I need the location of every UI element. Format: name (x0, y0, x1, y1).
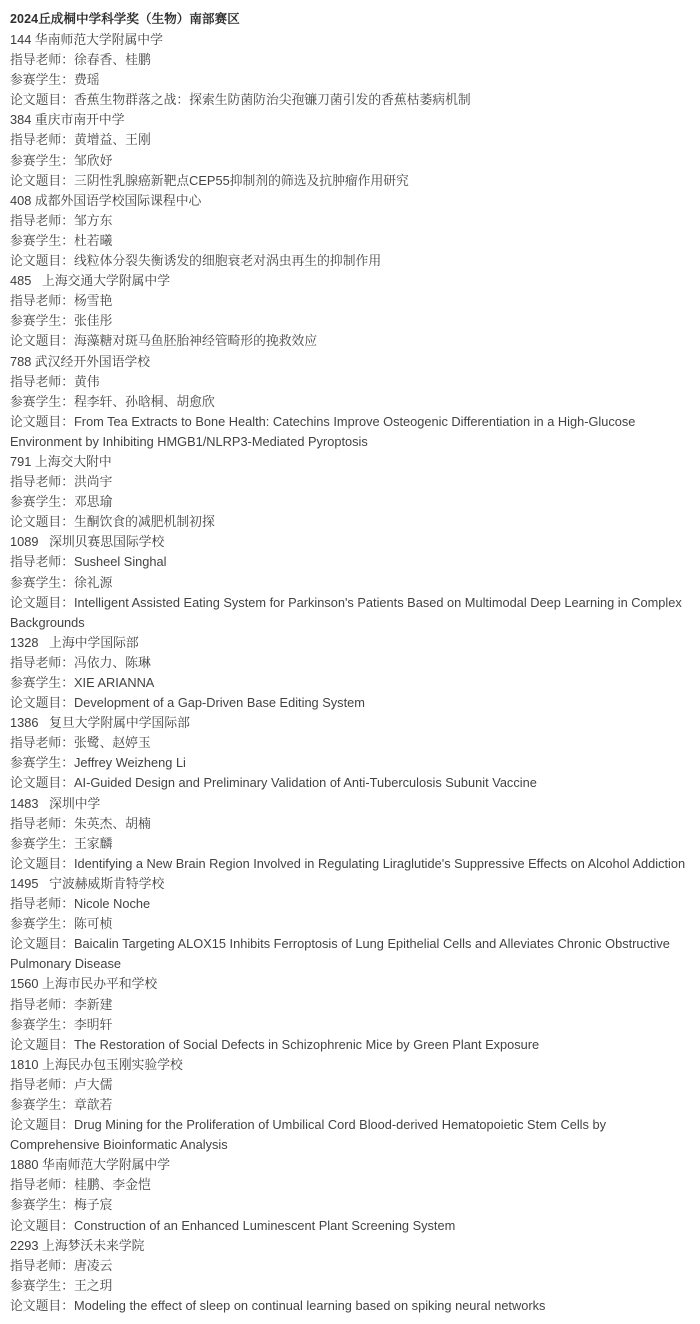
entry-paper-line (10, 854, 692, 874)
entry-code: 2293 (10, 1237, 39, 1253)
entry (8, 271, 692, 351)
entry-school-line (10, 30, 692, 50)
entry (8, 713, 692, 793)
entry-list (8, 30, 692, 1316)
entry-school-name: 深圳贝赛思国际学校 (49, 534, 165, 550)
entry-school-line (10, 352, 692, 372)
entry-students-label: 参赛学生： (10, 916, 74, 932)
entry-school-name: 华南师范大学附属中学 (34, 32, 163, 47)
entry-paper-line (10, 693, 692, 713)
entry-students-line (10, 1015, 692, 1035)
entry-advisor-label: 指导老师： (10, 212, 74, 228)
entry-paper-value: 香蕉生物群落之战：探索生防菌防治尖孢镰刀菌引发的香蕉枯萎病机制 (73, 92, 471, 108)
entry-advisor-value: 黄增益、王刚 (73, 132, 151, 148)
entry-advisor-value: 卢大儒 (73, 1076, 113, 1092)
entry-advisor-value: 杨雪艳 (73, 293, 113, 309)
entry-paper-label: 论文题目： (10, 514, 74, 530)
entry-school-line (10, 110, 692, 130)
entry-paper-line (10, 412, 692, 452)
entry-students-line (10, 1276, 692, 1296)
entry-school-line (10, 713, 692, 733)
entry (8, 110, 692, 190)
entry-code: 1089 (10, 534, 39, 550)
entry-students-label: 参赛学生： (10, 1197, 74, 1213)
entry-paper-label: 论文题目： (10, 695, 74, 711)
entry-code: 408 (10, 192, 32, 208)
entry-advisor-line (10, 472, 692, 492)
entry (8, 1055, 692, 1155)
entry-code: 1483 (10, 795, 39, 811)
entry-code: 1880 (10, 1157, 39, 1173)
entry-students-value: 王之玥 (73, 1277, 113, 1293)
entry-students-line (10, 1195, 692, 1215)
entry-advisor-value: 黄伟 (73, 373, 100, 389)
entry-students-value: 邹欣妤 (73, 152, 113, 168)
entry-advisor-line (10, 653, 692, 673)
entry-school-name: 深圳中学 (49, 795, 101, 811)
entry (8, 633, 692, 713)
entry-paper-label: 论文题目： (10, 1297, 74, 1313)
entry-school-line (10, 452, 692, 472)
entry-code: 1386 (10, 715, 39, 731)
entry-paper-label: 论文题目： (10, 253, 74, 269)
entry-code: 384 (10, 112, 32, 128)
entry-paper-value: Construction of an Enhanced Luminescent Plant Screening System (73, 1217, 456, 1233)
entry-paper-line (10, 1115, 692, 1155)
entry-advisor-value: 桂鹏、李金恺 (73, 1177, 151, 1193)
entry-paper-label: 论文题目： (10, 855, 74, 871)
entry-code: 1810 (10, 1056, 39, 1072)
entry-paper-label: 论文题目： (10, 936, 74, 952)
entry (8, 1155, 692, 1235)
entry-paper-line (10, 171, 692, 191)
entry-advisor-value: Nicole Noche (73, 896, 151, 912)
entry-paper-value: From Tea Extracts to Bone Health: Catechins Improve Osteogenic Differentiation in a High-Glucose Environment by Inhibiting HMGB1/NLRP3-Mediated Pyroptosis (10, 413, 636, 449)
entry-students-label: 参赛学生： (10, 1096, 74, 1112)
entry-students-value: 李明轩 (73, 1016, 113, 1032)
entry (8, 1236, 692, 1316)
spacer (38, 796, 49, 811)
entry-advisor-line (10, 995, 692, 1015)
entry-paper-value: 三阴性乳腺癌新靶点CEP55抑制剂的筛选及抗肿瘤作用研究 (73, 172, 409, 188)
entry-students-line (10, 834, 692, 854)
entry-school-name: 上海交通大学附属中学 (42, 273, 170, 289)
entry-students-line (10, 914, 692, 934)
entry-advisor-value: 张鹭、赵婷玉 (73, 735, 151, 751)
entry-advisor-label: 指导老师： (10, 474, 74, 490)
entry-school-line (10, 1055, 692, 1075)
entry-school-line (10, 974, 692, 994)
entry-paper-label: 论文题目： (10, 1117, 74, 1133)
entry-advisor-label: 指导老师： (10, 52, 74, 68)
entry-school-line (10, 1236, 692, 1256)
entry-school-name: 复旦大学附属中学国际部 (49, 715, 190, 731)
entry (8, 794, 692, 874)
entry-students-line (10, 151, 692, 171)
entry-paper-line (10, 593, 692, 633)
entry (8, 30, 692, 110)
entry-advisor-line (10, 552, 692, 572)
entry-paper-label: 论文题目： (10, 333, 74, 349)
entry-paper-value: 生酮饮食的减肥机制初探 (73, 514, 215, 530)
spacer (38, 635, 49, 650)
entry (8, 191, 692, 271)
entry-code: 788 (10, 353, 32, 369)
entry-paper-value: Identifying a New Brain Region Involved in Regulating Liraglutide's Suppressive Effects on Alcohol Addiction (73, 855, 686, 871)
entry-advisor-label: 指导老师： (10, 896, 74, 912)
spacer (31, 273, 42, 288)
entry-students-value: 梅子宸 (73, 1197, 113, 1213)
entry-paper-label: 论文题目： (10, 775, 74, 791)
entry-students-value: 章歆若 (73, 1096, 113, 1112)
entry-advisor-value: 徐春香、桂鹏 (73, 52, 151, 68)
entry-school-name: 武汉经开外国语学校 (34, 353, 151, 369)
entry-students-value: 费瑶 (73, 72, 100, 88)
entry-students-label: 参赛学生： (10, 393, 74, 409)
entry-school-line (10, 191, 692, 211)
entry-paper-line (10, 251, 692, 271)
entry-paper-label: 论文题目： (10, 413, 74, 429)
entry-students-label: 参赛学生： (10, 755, 74, 771)
entry-advisor-value: 邹方东 (73, 212, 113, 228)
entry-school-name: 上海民办包玉刚实验学校 (42, 1056, 183, 1072)
entry-students-label: 参赛学生： (10, 574, 74, 590)
entry-advisor-value: 冯依力、陈琳 (73, 654, 151, 670)
entry-advisor-label: 指导老师： (10, 996, 74, 1012)
entry-school-line (10, 1155, 692, 1175)
entry-students-line (10, 70, 692, 90)
entry (8, 974, 692, 1054)
entry-advisor-value: 朱英杰、胡楠 (73, 815, 151, 831)
entry-students-label: 参赛学生： (10, 835, 74, 851)
entry-students-label: 参赛学生： (10, 152, 74, 168)
entry-school-name: 上海市民办平和学校 (42, 976, 158, 992)
entry-paper-line (10, 1035, 692, 1055)
entry-advisor-line (10, 291, 692, 311)
entry-students-line (10, 231, 692, 251)
page-title: 2024丘成桐中学科学奖（生物）南部赛区 (10, 12, 240, 26)
entry-advisor-label: 指导老师： (10, 735, 74, 751)
entry-advisor-value: Susheel Singhal (73, 554, 167, 570)
entry-paper-value: Development of a Gap-Driven Base Editing System (73, 695, 365, 711)
entry-advisor-label: 指导老师： (10, 1076, 74, 1092)
entry-school-name: 上海梦沃未来学院 (42, 1237, 145, 1253)
entry-school-name: 华南师范大学附属中学 (42, 1157, 170, 1173)
entry-advisor-line (10, 211, 692, 231)
entry-paper-value: Drug Mining for the Proliferation of Umbilical Cord Blood-derived Hematopoietic Stem Cells by Comprehensive Bioinformatic Analysis (10, 1117, 606, 1153)
entry-code: 485 (10, 273, 32, 289)
entry-students-label: 参赛学生： (10, 1277, 74, 1293)
entry-paper-label: 论文题目： (10, 92, 74, 108)
entry-students-label: 参赛学生： (10, 72, 74, 88)
entry-advisor-line (10, 1256, 692, 1276)
entry-school-line (10, 794, 692, 814)
entry-students-label: 参赛学生： (10, 494, 74, 510)
entry-school-line (10, 874, 692, 894)
entry (8, 874, 692, 974)
spacer (38, 876, 49, 891)
entry-students-label: 参赛学生： (10, 313, 74, 329)
entry-advisor-label: 指导老师： (10, 373, 74, 389)
entry-advisor-label: 指导老师： (10, 654, 74, 670)
entry-code: 1328 (10, 634, 39, 650)
entry-advisor-line (10, 50, 692, 70)
entry-advisor-value: 李新建 (73, 996, 113, 1012)
entry-paper-line (10, 773, 692, 793)
entry-students-value: 张佳彤 (73, 313, 113, 329)
entry (8, 452, 692, 532)
entry-students-line (10, 753, 692, 773)
entry-advisor-line (10, 1075, 692, 1095)
entry-students-line (10, 573, 692, 593)
entry-advisor-line (10, 894, 692, 914)
entry-advisor-label: 指导老师： (10, 1177, 74, 1193)
entry-school-line (10, 633, 692, 653)
entry-advisor-label: 指导老师： (10, 293, 74, 309)
entry (8, 532, 692, 632)
entry-students-label: 参赛学生： (10, 1016, 74, 1032)
entry-paper-label: 论文题目： (10, 1036, 74, 1052)
entry-school-name: 成都外国语学校国际课程中心 (34, 192, 202, 208)
entry-students-line (10, 673, 692, 693)
entry-advisor-line (10, 733, 692, 753)
entry-students-line (10, 492, 692, 512)
entry-school-line (10, 271, 692, 291)
entry-advisor-value: 洪尚宇 (73, 474, 113, 490)
entry-advisor-label: 指导老师： (10, 815, 74, 831)
spacer (38, 715, 49, 730)
entry-students-label: 参赛学生： (10, 232, 74, 248)
entry-paper-value: Modeling the effect of sleep on continual learning based on spiking neural networks (73, 1297, 546, 1313)
entry-paper-label: 论文题目： (10, 594, 74, 610)
entry-paper-line (10, 1296, 692, 1316)
entry-code: 791 (10, 453, 32, 469)
spacer (38, 534, 49, 549)
entry-students-value: 程李轩、孙晗桐、胡愈欣 (73, 393, 215, 409)
entry-paper-line (10, 331, 692, 351)
entry (8, 352, 692, 452)
entry-students-value: 陈可桢 (73, 916, 113, 932)
entry-code: 1495 (10, 875, 39, 891)
entry-code: 1560 (10, 976, 39, 992)
entry-paper-line (10, 934, 692, 974)
entry-school-line (10, 532, 692, 552)
entry-advisor-line (10, 130, 692, 150)
entry-students-value: 邓思瑜 (73, 494, 113, 510)
entry-students-value: XIE ARIANNA (73, 675, 155, 690)
entry-paper-line (10, 1216, 692, 1236)
entry-school-name: 上海中学国际部 (49, 634, 139, 650)
entry-students-value: 徐礼源 (73, 574, 113, 590)
entry-advisor-line (10, 814, 692, 834)
entry-students-value: 王家麟 (73, 835, 113, 851)
entry-advisor-label: 指导老师： (10, 1257, 74, 1273)
entry-students-line (10, 1095, 692, 1115)
entry-students-value: Jeffrey Weizheng Li (73, 755, 186, 771)
entry-advisor-line (10, 1175, 692, 1195)
entry-advisor-value: 唐凌云 (73, 1257, 113, 1273)
entry-students-value: 杜若曦 (73, 232, 113, 248)
entry-advisor-line (10, 372, 692, 392)
entry-advisor-label: 指导老师： (10, 554, 74, 570)
entry-code: 144 (10, 32, 32, 47)
entry-school-name: 宁波赫威斯肯特学校 (49, 875, 165, 891)
entry-paper-value: 线粒体分裂失衡诱发的细胞衰老对涡虫再生的抑制作用 (73, 253, 382, 269)
entry-paper-value: The Restoration of Social Defects in Schizophrenic Mice by Green Plant Exposure (73, 1036, 540, 1052)
entry-paper-label: 论文题目： (10, 172, 74, 188)
entry-students-line (10, 392, 692, 412)
entry-paper-line (10, 90, 692, 110)
entry-paper-value: Baicalin Targeting ALOX15 Inhibits Ferroptosis of Lung Epithelial Cells and Alleviates Chronic Obstructive Pulmonary Disease (10, 936, 670, 972)
entry-school-name: 上海交大附中 (34, 453, 112, 469)
entry-paper-value: Intelligent Assisted Eating System for Parkinson's Patients Based on Multimodal Deep Learning in Complex Backgrounds (10, 594, 682, 630)
entry-school-name: 重庆市南开中学 (34, 112, 125, 128)
entry-advisor-label: 指导老师： (10, 132, 74, 148)
entry-students-line (10, 311, 692, 331)
entry-paper-value: 海藻糖对斑马鱼胚胎神经管畸形的挽救效应 (73, 333, 318, 349)
entry-students-label: 参赛学生： (10, 675, 74, 690)
entry-paper-line (10, 512, 692, 532)
entry-paper-label: 论文题目： (10, 1217, 74, 1233)
entry-paper-value: AI-Guided Design and Preliminary Validation of Anti-Tuberculosis Subunit Vaccine (73, 775, 537, 791)
